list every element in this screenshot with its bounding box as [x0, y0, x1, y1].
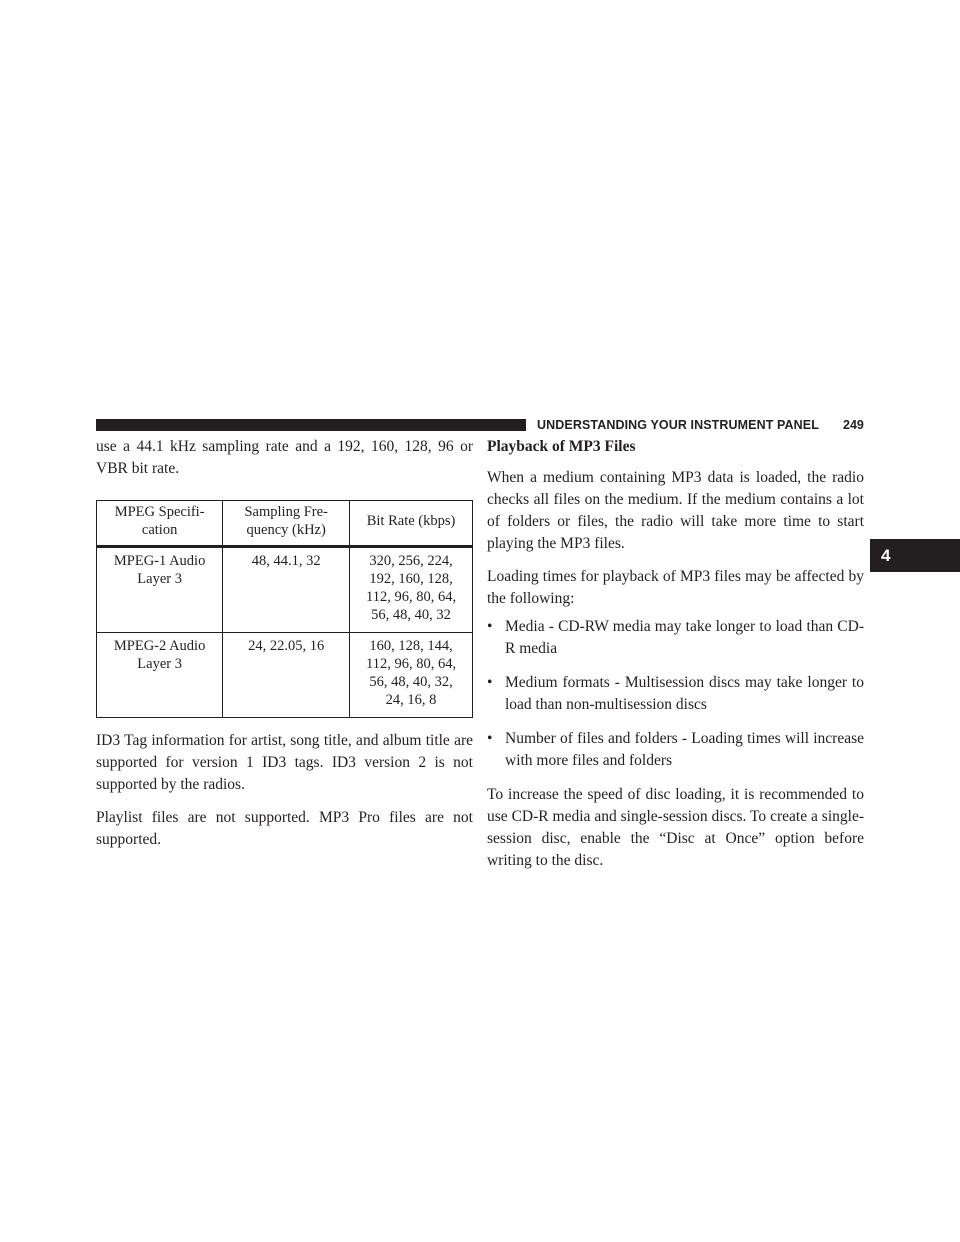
intro-paragraph: use a 44.1 kHz sampling rate and a 192, 160, 128, 96 or VBR bit rate. — [96, 438, 473, 477]
cell-bitrate: 320, 256, 224, 192, 160, 128, 112, 96, 80, 64, 56, 48, 40, 32 — [350, 547, 473, 633]
header-sampling-frequency: Sampling Fre- quency (kHz) — [223, 501, 350, 547]
factor-list — [487, 616, 864, 772]
cell-bitrate: 160, 128, 144, 112, 96, 80, 64, 56, 48, 40, 32, 24, 16, 8 — [350, 633, 473, 718]
list-item — [487, 728, 864, 772]
table-header-row — [97, 501, 473, 547]
table-row — [97, 547, 473, 633]
header-mpeg-specification: MPEG Specifi- cation — [97, 501, 223, 547]
list-item-text: Media - CD-RW media may take longer to load than CD-R media — [505, 618, 864, 657]
page-number: 249 — [843, 418, 864, 432]
list-item-text: Medium formats - Multisession discs may take longer to load than non-multisession discs — [505, 674, 864, 713]
right-column — [487, 436, 864, 872]
cell-frequency: 24, 22.05, 16 — [223, 633, 350, 718]
chapter-tab: 4 — [870, 539, 960, 572]
list-item — [487, 616, 864, 660]
mpeg-spec-table — [96, 500, 473, 718]
paragraph-loading-times: Loading times for playback of MP3 files may be affected by the following: — [487, 568, 864, 607]
playlist-paragraph: Playlist files are not supported. MP3 Pro files are not supported. — [96, 809, 473, 848]
table-row — [97, 633, 473, 718]
left-column — [96, 436, 473, 851]
list-item — [487, 672, 864, 716]
cell-spec: MPEG-1 Audio Layer 3 — [97, 547, 223, 633]
section-title: UNDERSTANDING YOUR INSTRUMENT PANEL — [537, 418, 819, 432]
bullet-icon: • — [487, 618, 493, 635]
bullet-icon: • — [487, 674, 493, 691]
bullet-icon: • — [487, 730, 493, 747]
section-heading: Playback of MP3 Files — [487, 438, 636, 455]
cell-spec: MPEG-2 Audio Layer 3 — [97, 633, 223, 718]
header-bit-rate: Bit Rate (kbps) — [350, 501, 473, 547]
header-rule — [96, 419, 526, 431]
id3-paragraph: ID3 Tag information for artist, song title, and album title are supported for version 1 ID3 tags. ID3 version 2 is not supported by the radios. — [96, 732, 473, 793]
paragraph-medium-loaded: When a medium containing MP3 data is loaded, the radio checks all files on the medium. If the medium contains a lot of folders or files, the radio will take more time to start playing the MP3 files. — [487, 469, 864, 552]
paragraph-disc-speed: To increase the speed of disc loading, it is recommended to use CD-R media and single-session discs. To create a single-session disc, enable the “Disc at Once” option before writing to the disc. — [487, 786, 864, 869]
list-item-text: Number of files and folders - Loading times will increase with more files and folders — [505, 730, 864, 769]
cell-frequency: 48, 44.1, 32 — [223, 547, 350, 633]
